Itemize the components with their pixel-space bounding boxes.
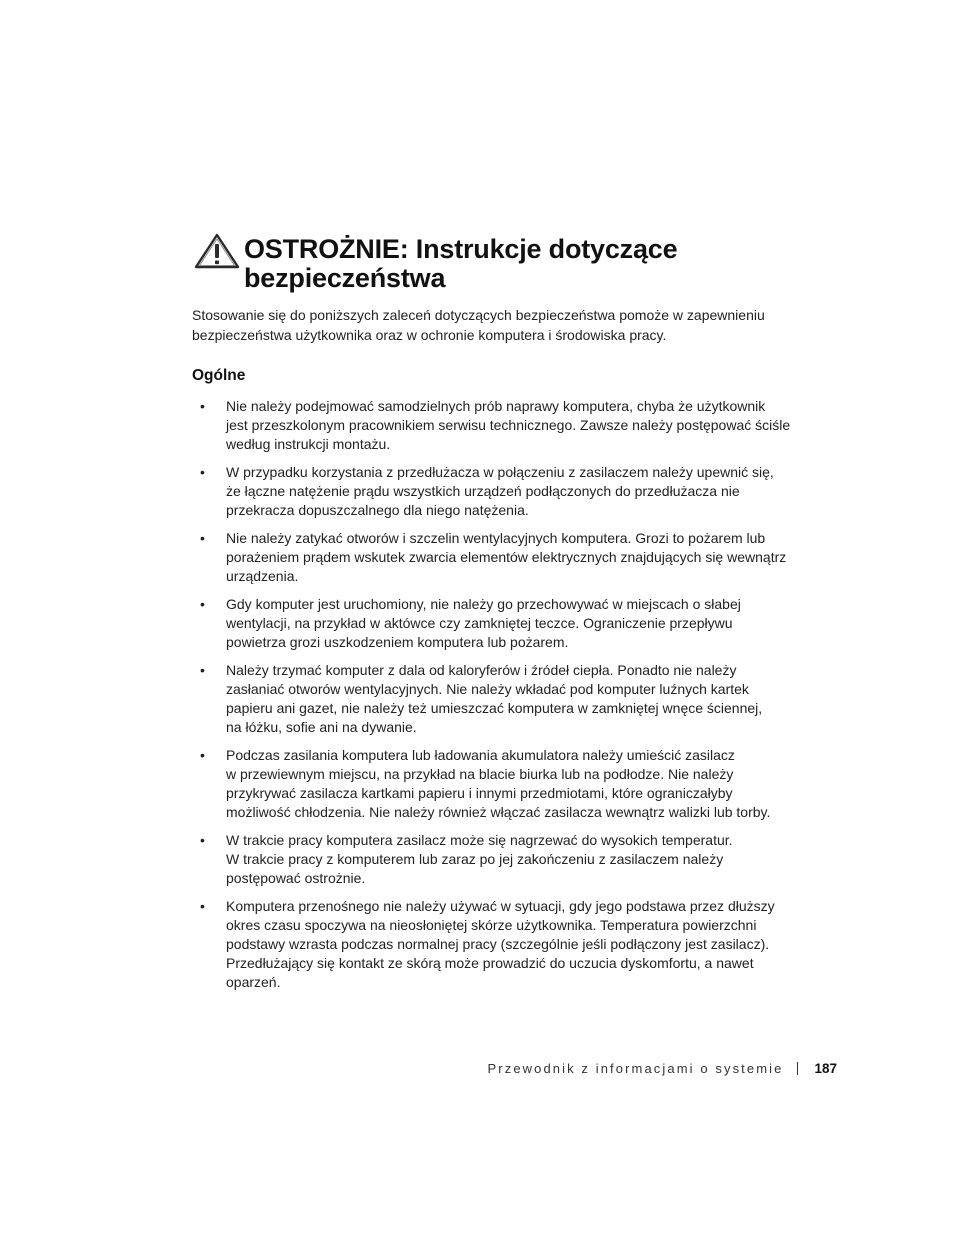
list-item-line: przykrywać zasilacza kartkami papieru i innymi przedmiotami, które ograniczałyby <box>226 785 733 801</box>
list-item-line: okres czasu spoczywa na nieosłoniętej skórze użytkownika. Temperatura powierzchni <box>226 917 757 933</box>
page-footer <box>488 1061 837 1076</box>
list-item <box>192 529 812 586</box>
page-title <box>244 235 864 293</box>
bullet-marker: • <box>200 747 205 763</box>
list-item-line: że łączne natężenie prądu wszystkich urządzeń podłączonych do przedłużacza nie <box>226 483 740 499</box>
bullet-marker: • <box>200 596 205 612</box>
list-item <box>192 746 812 822</box>
list-item <box>192 661 812 737</box>
intro-line: bezpieczeństwa użytkownika oraz w ochronie komputera i środowiska pracy. <box>192 327 667 343</box>
list-item-line: Podczas zasilania komputera lub ładowania akumulatora należy umieścić zasilacz <box>226 747 735 763</box>
warning-triangle-icon <box>194 233 240 269</box>
section-heading: Ogólne <box>192 367 246 384</box>
list-item-line: postępować ostrożnie. <box>226 870 366 886</box>
list-item-line: papieru ani gazet, nie należy też umieszczać komputera w zamkniętej wnęce ściennej, <box>226 700 763 716</box>
list-item-line: zasłaniać otworów wentylacyjnych. Nie należy wkładać pod komputer luźnych kartek <box>226 681 749 697</box>
intro-line: Stosowanie się do poniższych zaleceń dotyczących bezpieczeństwa pomoże w zapewnieniu <box>192 307 765 323</box>
list-item-line: jest przeszkolonym pracownikiem serwisu technicznego. Zawsze należy postępować ściśle <box>226 417 791 433</box>
list-item-line: W trakcie pracy z komputerem lub zaraz po jej zakończeniu z zasilaczem należy <box>226 851 724 867</box>
intro-paragraph <box>192 305 822 345</box>
bullet-marker: • <box>200 662 205 678</box>
list-item-line: Gdy komputer jest uruchomiony, nie należy go przechowywać w miejscach o słabej <box>226 596 741 612</box>
list-item-line: porażeniem prądem wskutek zwarcia elementów elektrycznych znajdujących się wewnątrz <box>226 549 787 565</box>
list-item <box>192 831 812 888</box>
list-item-line: w przewiewnym miejscu, na przykład na blacie biurka lub na podłodze. Nie należy <box>226 766 734 782</box>
list-item <box>192 595 812 652</box>
safety-bullet-list <box>192 397 812 1001</box>
list-item-line: przekracza dopuszczalnego dla niego natężenia. <box>226 502 529 518</box>
page-number: 187 <box>814 1061 837 1076</box>
list-item-line: W przypadku korzystania z przedłużacza w połączeniu z zasilaczem należy upewnić się, <box>226 464 774 480</box>
list-item-line: Komputera przenośnego nie należy używać w sytuacji, gdy jego podstawa przez dłuższy <box>226 898 775 914</box>
list-item <box>192 397 812 454</box>
bullet-marker: • <box>200 530 205 546</box>
list-item-line: wentylacji, na przykład w aktówce czy zamkniętej teczce. Ograniczenie przepływu <box>226 615 733 631</box>
list-item-line: Należy trzymać komputer z dala od kaloryferów i źródeł ciepła. Ponadto nie należy <box>226 662 737 678</box>
list-item-line: na łóżku, sofie ani na dywanie. <box>226 719 417 735</box>
list-item-line: Nie należy zatykać otworów i szczelin wentylacyjnych komputera. Grozi to pożarem lub <box>226 530 766 546</box>
list-item-line: urządzenia. <box>226 568 299 584</box>
footer-doc-title: Przewodnik z informacjami o systemie <box>487 1061 784 1076</box>
list-item <box>192 463 812 520</box>
bullet-marker: • <box>200 898 205 914</box>
page-title-line: OSTROŻNIE: Instrukcje dotyczące <box>244 234 678 264</box>
list-item-line: Przedłużający się kontakt ze skórą może prowadzić do uczucia dyskomfortu, a nawet <box>226 955 754 971</box>
list-item-line: możliwość chłodzenia. Nie należy również włączać zasilacza wewnątrz walizki lub torby. <box>226 804 771 820</box>
list-item-line: oparzeń. <box>226 974 281 990</box>
bullet-marker: • <box>200 832 205 848</box>
bullet-marker: • <box>200 464 205 480</box>
bullet-marker: • <box>200 398 205 414</box>
footer-divider <box>797 1062 798 1075</box>
list-item-line: podstawy wzrasta podczas normalnej pracy (szczególnie jeśli podłączony jest zasilacz). <box>226 936 770 952</box>
list-item-line: powietrza grozi uszkodzeniem komputera lub pożarem. <box>226 634 569 650</box>
list-item-line: W trakcie pracy komputera zasilacz może się nagrzewać do wysokich temperatur. <box>226 832 733 848</box>
page-title-line: bezpieczeństwa <box>244 263 446 293</box>
list-item <box>192 897 812 992</box>
list-item-line: Nie należy podejmować samodzielnych prób naprawy komputera, chyba że użytkownik <box>226 398 766 414</box>
list-item-line: według instrukcji montażu. <box>226 436 391 452</box>
